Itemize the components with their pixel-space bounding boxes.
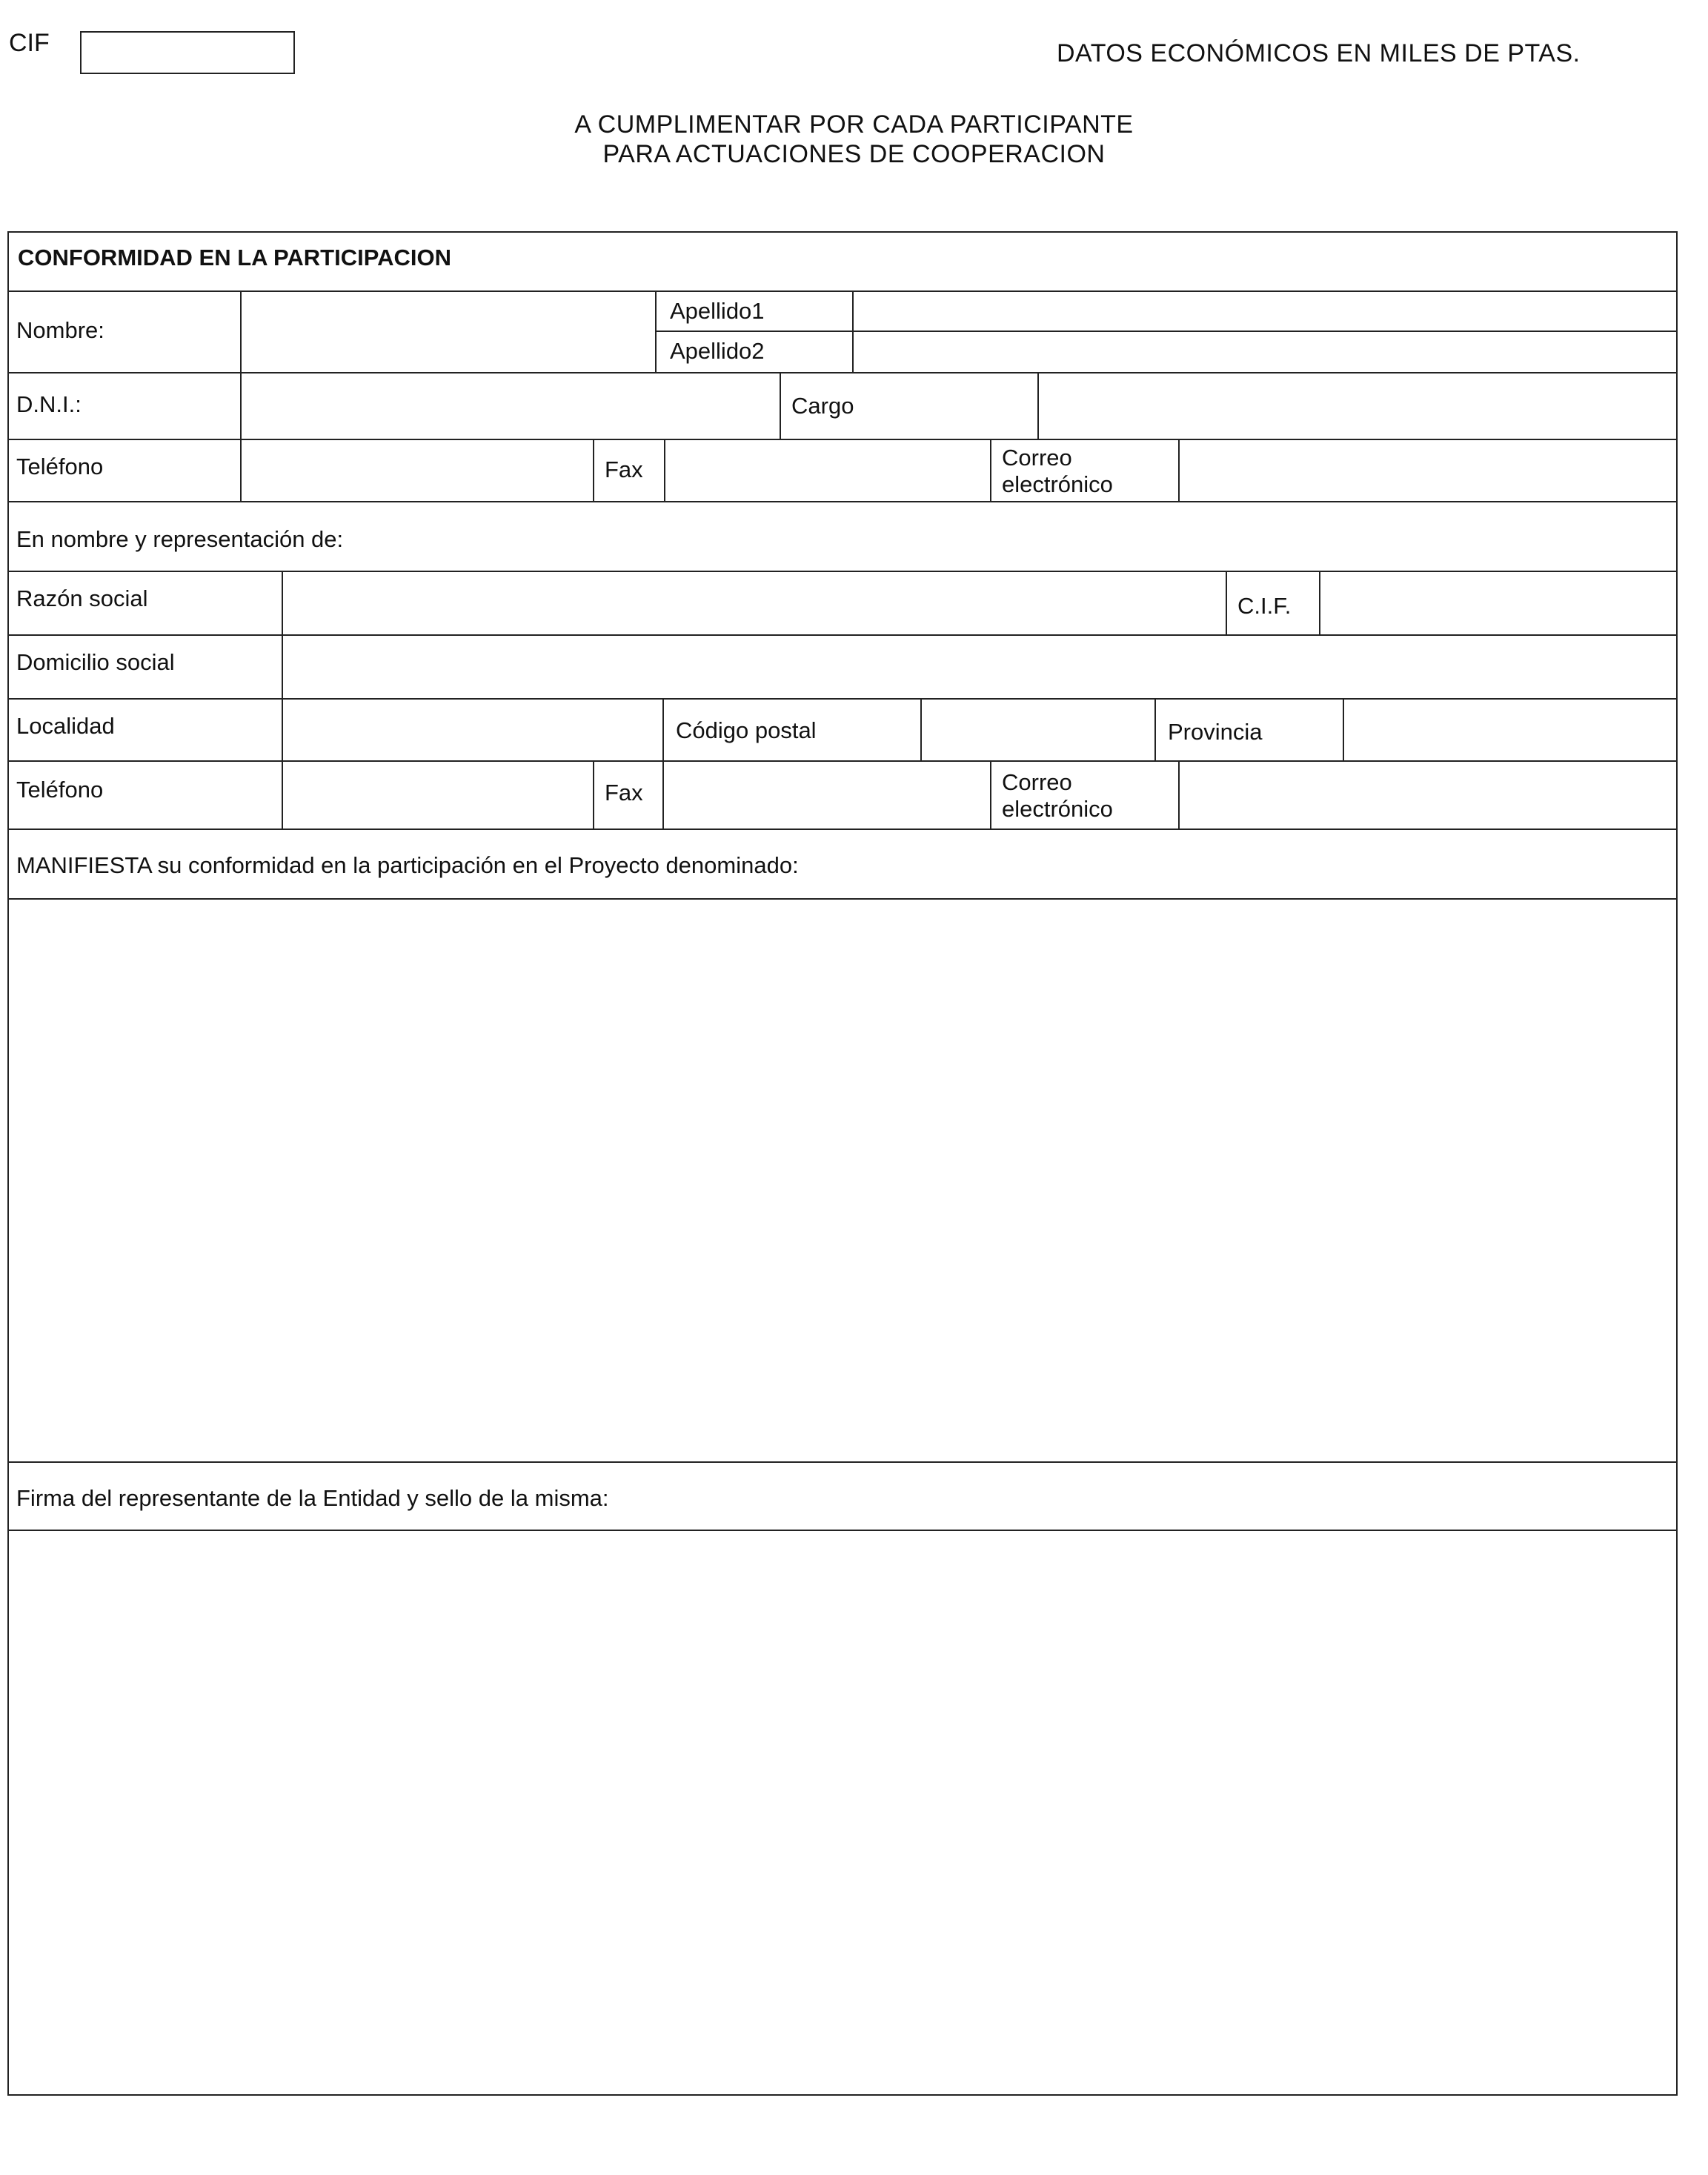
person-correo-input[interactable]: [1180, 440, 1676, 501]
apellido1-label: Apellido1: [670, 298, 765, 324]
entity-fax-label: Fax: [605, 780, 643, 806]
col-divider: [780, 372, 781, 439]
col-divider: [593, 439, 594, 501]
entity-fax-input[interactable]: [664, 762, 990, 829]
provincia-label: Provincia: [1168, 719, 1263, 745]
row-divider: [7, 829, 1678, 830]
entity-telefono-label: Teléfono: [16, 777, 104, 803]
person-telefono-input[interactable]: [242, 440, 593, 501]
localidad-input[interactable]: [283, 700, 662, 760]
section-title: CONFORMIDAD EN LA PARTICIPACION: [18, 245, 451, 270]
person-fax-label: Fax: [605, 456, 643, 482]
person-correo-label-2: electrónico: [1002, 471, 1113, 497]
cargo-input[interactable]: [1039, 373, 1676, 439]
razon-social-label: Razón social: [16, 585, 148, 611]
codigo-postal-input[interactable]: [922, 700, 1154, 760]
apellido2-label: Apellido2: [670, 338, 765, 364]
apellido1-input[interactable]: [854, 292, 1676, 331]
entity-correo-label-2: electrónico: [1002, 796, 1113, 822]
cargo-label: Cargo: [791, 393, 854, 419]
col-divider: [1226, 571, 1227, 634]
project-name-textarea[interactable]: [9, 900, 1676, 1461]
entity-correo-input[interactable]: [1180, 762, 1676, 829]
col-divider: [1154, 698, 1156, 760]
representation-input[interactable]: [415, 502, 1675, 571]
col-divider: [990, 439, 991, 501]
person-telefono-label: Teléfono: [16, 454, 104, 479]
row-divider: [7, 1461, 1678, 1463]
razon-social-input[interactable]: [283, 572, 1226, 634]
dni-label: D.N.I.:: [16, 391, 82, 417]
entity-cif-input[interactable]: [1320, 572, 1676, 634]
nombre-input[interactable]: [242, 292, 655, 372]
col-divider: [655, 290, 657, 372]
domicilio-input[interactable]: [283, 636, 1676, 698]
entity-telefono-input[interactable]: [283, 762, 593, 829]
person-correo-label-1: Correo: [1002, 445, 1072, 471]
economic-data-note: DATOS ECONÓMICOS EN MILES DE PTAS.: [1057, 39, 1581, 67]
domicilio-label: Domicilio social: [16, 649, 175, 675]
manifiesta-label: MANIFIESTA su conformidad en la participación en el Proyecto denominado:: [16, 852, 799, 878]
signature-stamp-area[interactable]: [9, 1531, 1676, 2094]
col-divider: [593, 760, 594, 829]
entity-correo-label-1: Correo: [1002, 769, 1072, 795]
dni-input[interactable]: [242, 373, 780, 439]
col-divider: [662, 698, 664, 760]
cif-input-box[interactable]: [80, 31, 295, 74]
cif-label: CIF: [9, 29, 50, 57]
nombre-label: Nombre:: [16, 317, 104, 343]
provincia-input[interactable]: [1344, 700, 1676, 760]
localidad-label: Localidad: [16, 713, 115, 739]
apellido2-input[interactable]: [854, 332, 1676, 372]
person-fax-input[interactable]: [665, 440, 990, 501]
subtitle-line-2: PARA ACTUACIONES DE COOPERACION: [602, 140, 1106, 168]
entity-cif-label: C.I.F.: [1237, 593, 1292, 619]
representation-label: En nombre y representación de:: [16, 526, 344, 552]
col-divider: [990, 760, 991, 829]
firma-label: Firma del representante de la Entidad y sello de la misma:: [16, 1485, 609, 1511]
codigo-postal-label: Código postal: [676, 717, 817, 743]
subtitle-line-1: A CUMPLIMENTAR POR CADA PARTICIPANTE: [574, 110, 1134, 139]
